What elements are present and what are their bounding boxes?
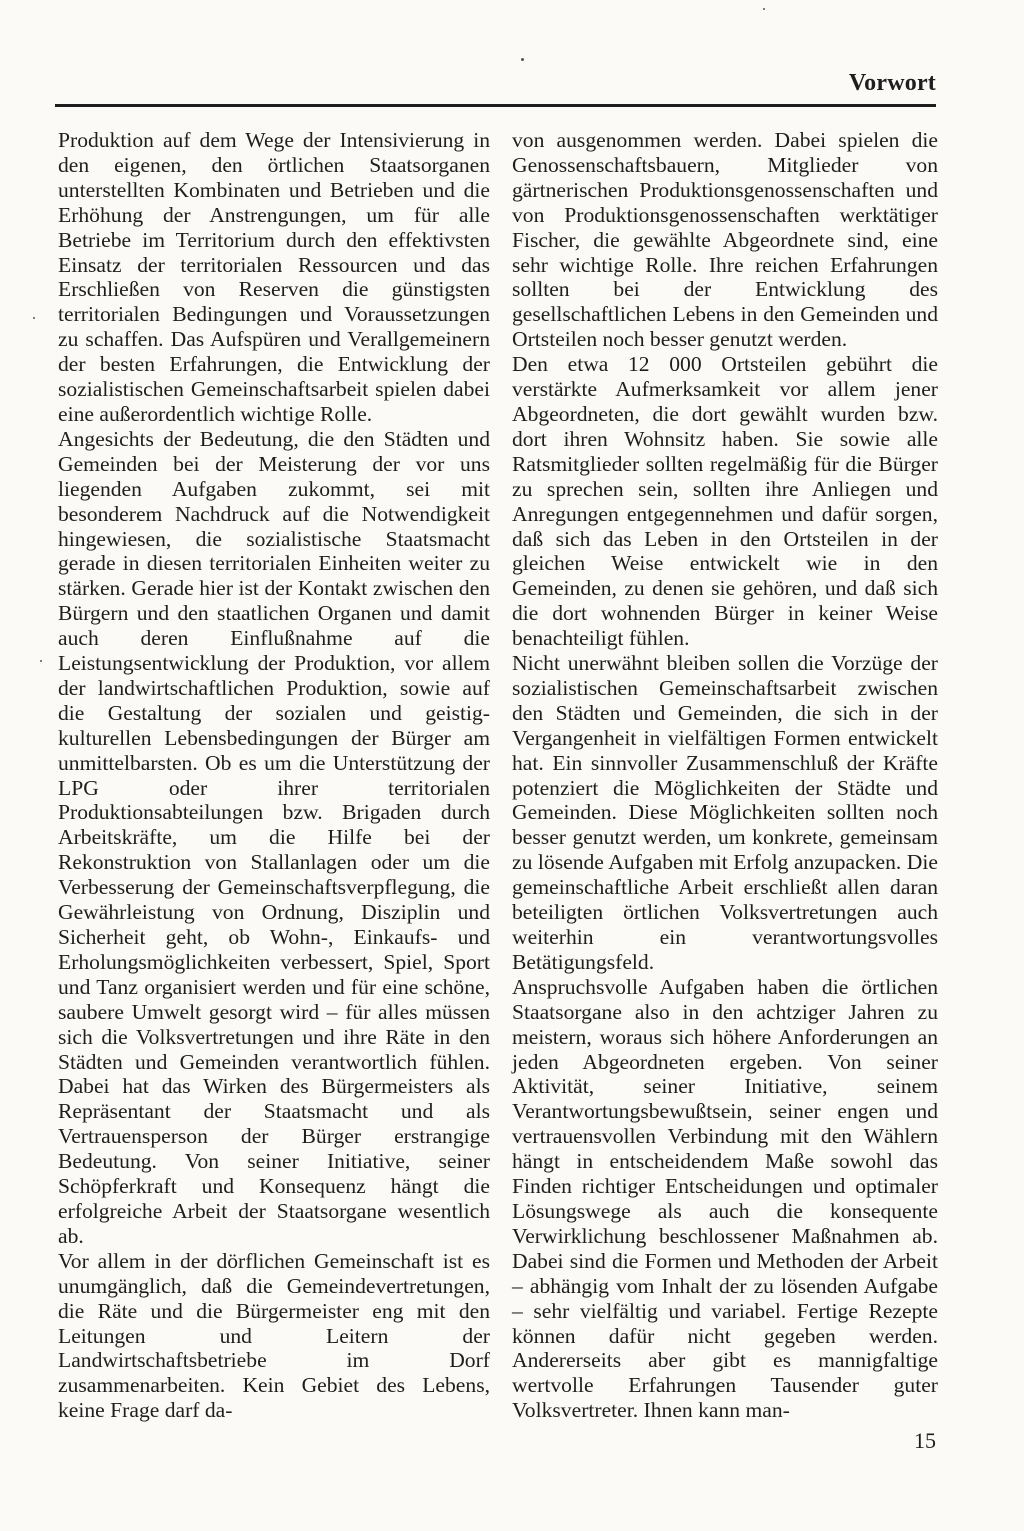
print-speck xyxy=(33,317,35,319)
right-column xyxy=(512,128,938,1423)
header-rule xyxy=(55,104,936,107)
left-column xyxy=(58,128,490,1423)
running-head: Vorwort xyxy=(848,70,936,96)
print-speck xyxy=(521,58,524,61)
paragraph: Vor allem in der dörflichen Gemeinschaft ist es unumgänglich, daß die Gemeindevertretungen, die Räte und die Bürgermeister eng mit den Leitungen und Leitern der Landwirtschaftsbetriebe im Dorf zusammenarbeiten. Kein Gebiet des Lebens, keine Frage darf da- xyxy=(58,1248,490,1423)
print-speck xyxy=(40,660,42,662)
paragraph: Anspruchsvolle Aufgaben haben die örtlichen Staatsorgane also in den achtziger Jahren zu meistern, woraus sich höhere Anforderungen an jeden Abgeordneten ergeben. Von seiner Aktivität, seiner Initiative, seinem Verantwortungsbewußtsein, seiner engen und vertrauensvollen Verbindung mit den Wählern hängt in entscheidendem Maße sowohl das Finden richtiger Entscheidungen und optimaler Lösungswege als auch die konsequente Verwirklichung beschlossener Maßnahmen ab. Dabei sind die Formen und Methoden der Arbeit – abhängig vom Inhalt der zu lösenden Aufgabe – sehr vielfältig und variabel. Fertige Rezepte können dafür nicht gegeben werden. Andererseits aber gibt es mannigfaltige wertvolle Erfahrungen Tausender guter Volksvertreter. Ihnen kann man- xyxy=(512,974,938,1423)
paragraph: Nicht unerwähnt bleiben sollen die Vorzüge der sozialistischen Gemeinschaftsarbeit zwischen den Städten und Gemeinden, die sich in der Vergangenheit in vielfältigen Formen entwickelt hat. Ein sinnvoller Zusammenschluß der Kräfte potenziert die Möglichkeiten der Städte und Gemeinden. Diese Möglichkeiten sollten noch besser genutzt werden, um konkrete, gemeinsam zu lösende Aufgaben mit Erfolg anzupacken. Die gemeinschaftliche Arbeit erschließt allen daran beteiligten örtlichen Volksvertretungen auch weiterhin ein verantwortungsvolles Betätigungsfeld. xyxy=(512,651,938,974)
print-speck xyxy=(763,8,765,10)
paragraph: von ausgenommen werden. Dabei spielen die Genossenschaftsbauern, Mitglieder von gärtnerischen Produktionsgenossenschaften und von Produktionsgenossenschaften werktätiger Fischer, die gewählte Abgeordnete sind, eine sehr wichtige Rolle. Ihre reichen Erfahrungen sollten bei der Entwicklung des gesellschaftlichen Lebens in den Gemeinden und Ortsteilen noch besser genutzt werden. xyxy=(512,128,938,352)
page-number: 15 xyxy=(914,1428,936,1453)
paragraph: Den etwa 12 000 Ortsteilen gebührt die verstärkte Aufmerksamkeit vor allem jener Abgeordneten, die dort gewählt wurden bzw. dort ihren Wohnsitz haben. Sie sowie alle Ratsmitglieder sollten regelmäßig für die Bürger zu sprechen sein, sollten ihre Anliegen und Anregungen entgegennehmen und dafür sorgen, daß sich das Leben in den Ortsteilen in der gleichen Weise entwickelt wie in den Gemeinden, zu denen sie gehören, und daß sich die dort wohnenden Bürger in keiner Weise benachteiligt fühlen. xyxy=(512,352,938,651)
paragraph: Angesichts der Bedeutung, die den Städten und Gemeinden bei der Meisterung der vor uns liegenden Aufgaben zukommt, sei mit besonderem Nachdruck auf die Notwendigkeit hingewiesen, die sozialistische Staatsmacht gerade in diesen territorialen Einheiten weiter zu stärken. Gerade hier ist der Kontakt zwischen den Bürgern und den staatlichen Organen und damit auch deren Einflußnahme auf die Leistungsentwicklung der Produktion, vor allem der landwirtschaftlichen Produktion, sowie auf die Gestaltung der sozialen und geistig-kulturellen Lebensbedingungen der Bürger am unmittelbarsten. Ob es um die Unterstützung der LPG oder ihrer territorialen Produktionsabteilungen bzw. Brigaden durch Arbeitskräfte, um die Hilfe bei der Rekonstruktion von Stallanlagen oder um die Verbesserung der Gemeinschaftsverpflegung, die Gewährleistung von Ordnung, Disziplin und Sicherheit geht, ob Wohn-, Einkaufs- und Erholungsmöglichkeiten verbessert, Spiel, Sport und Tanz organisiert werden und für eine schöne, saubere Umwelt gesorgt wird – für alles müssen sich die Volksvertretungen und ihre Räte in den Städten und Gemeinden verantwortlich fühlen. Dabei hat das Wirken des Bürgermeisters als Repräsentant der Staatsmacht und als Vertrauensperson der Bürger erstrangige Bedeutung. Von seiner Initiative, seiner Schöpferkraft und Konsequenz hängt die erfolgreiche Arbeit der Staatsorgane wesentlich ab. xyxy=(58,426,490,1248)
paragraph: Produktion auf dem Wege der Intensivierung in den eigenen, den örtlichen Staatsorganen unterstellten Kombinaten und Betrieben und die Erhöhung der Anstrengungen, um für alle Betriebe im Territorium durch den effektivsten Einsatz der territorialen Ressourcen und das Erschließen von Reserven die günstigsten territorialen Bedingungen und Voraussetzungen zu schaffen. Das Aufspüren und Verallgemeinern der besten Erfahrungen, die Entwicklung der sozialistischen Gemeinschaftsarbeit spielen dabei eine außerordentlich wichtige Rolle. xyxy=(58,128,490,426)
